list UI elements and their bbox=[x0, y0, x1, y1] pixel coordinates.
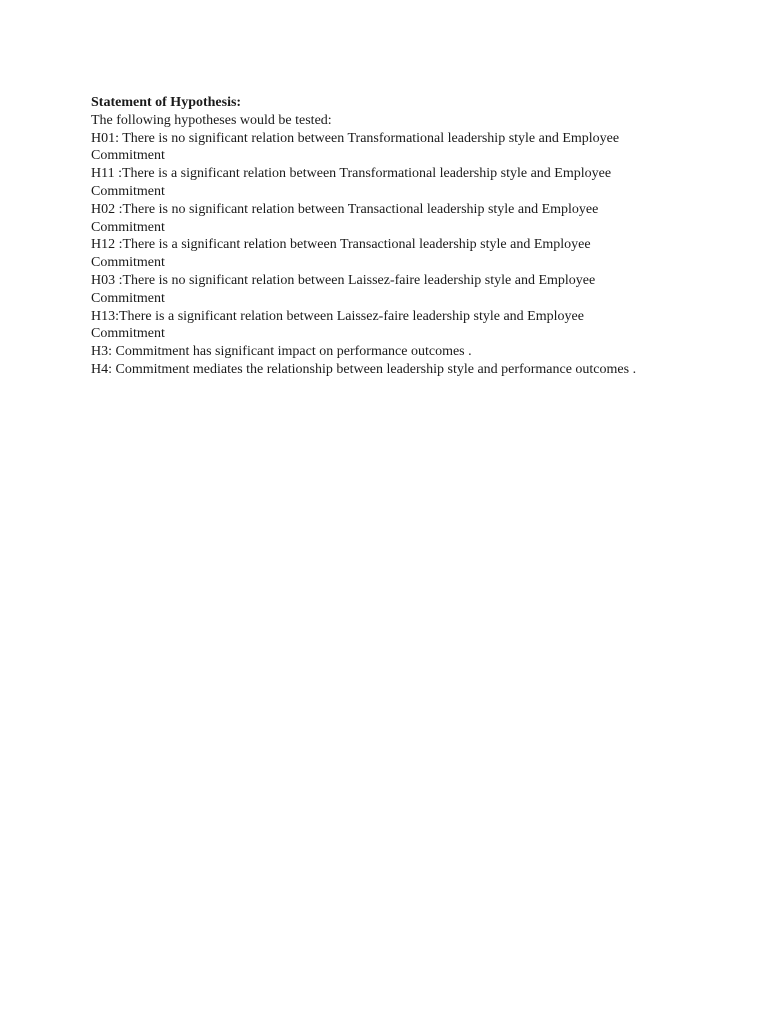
hypothesis-line: Commitment bbox=[91, 219, 165, 235]
hypothesis-line: H01: There is no significant relation between Transformational leadership style and Employee bbox=[91, 130, 620, 146]
document-body bbox=[91, 94, 691, 379]
hypothesis-line: Commitment bbox=[91, 326, 165, 342]
hypothesis-line: H03 :There is no significant relation between Laissez-faire leadership style and Employee bbox=[91, 272, 596, 288]
hypothesis-line: H02 :There is no significant relation between Transactional leadership style and Employee bbox=[91, 201, 599, 217]
hypothesis-line: H11 :There is a significant relation between Transformational leadership style and Employee bbox=[91, 166, 612, 182]
hypothesis-line: H12 :There is a significant relation between Transactional leadership style and Employee bbox=[91, 237, 591, 253]
hypothesis-h4: H4: Commitment mediates the relationship between leadership style and performance outcomes . bbox=[91, 361, 637, 377]
hypothesis-h12 bbox=[91, 236, 691, 272]
hypothesis-h01 bbox=[91, 130, 691, 166]
hypothesis-h13 bbox=[91, 308, 691, 344]
hypothesis-h03 bbox=[91, 272, 691, 308]
hypothesis-h02 bbox=[91, 201, 691, 237]
hypothesis-line: Commitment bbox=[91, 255, 165, 271]
hypothesis-line: Commitment bbox=[91, 183, 165, 199]
intro-text: The following hypotheses would be tested: bbox=[91, 112, 332, 128]
section-heading: Statement of Hypothesis: bbox=[91, 95, 242, 110]
hypothesis-line: Commitment bbox=[91, 290, 165, 306]
hypothesis-h3: H3: Commitment has significant impact on performance outcomes . bbox=[91, 344, 472, 360]
hypothesis-line: Commitment bbox=[91, 148, 165, 164]
hypothesis-line: H13:There is a significant relation between Laissez-faire leadership style and Employee bbox=[91, 308, 584, 324]
hypothesis-h11 bbox=[91, 165, 691, 201]
